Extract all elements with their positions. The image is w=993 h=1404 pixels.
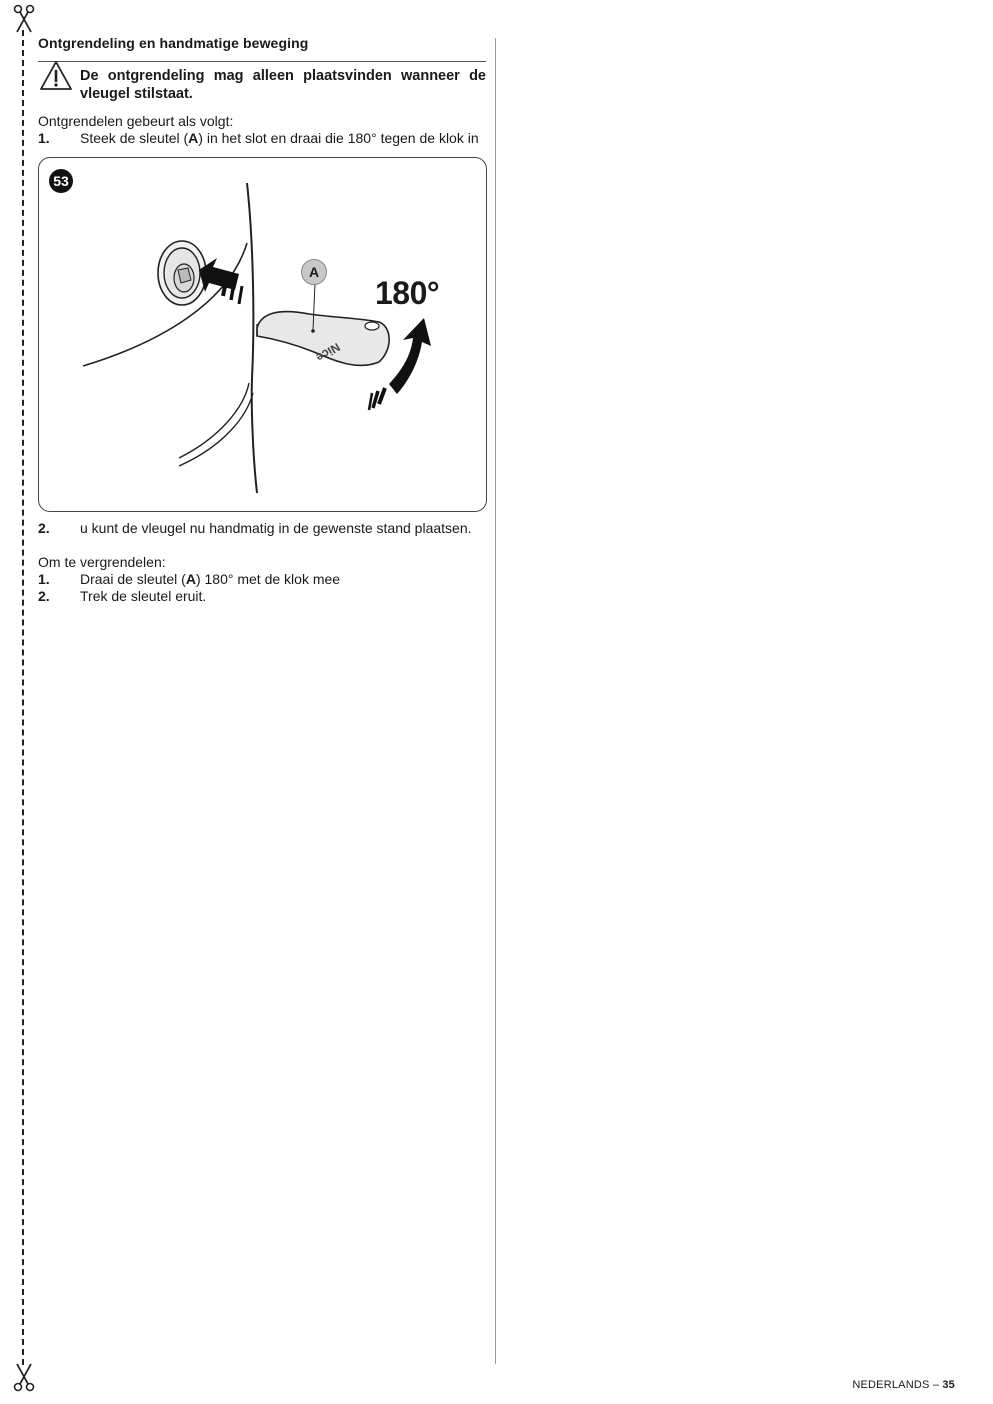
- key-reference: A: [185, 571, 196, 587]
- unlock-intro: Ontgrendelen gebeurt als volgt:: [38, 113, 234, 129]
- warning-text: De ontgrendeling mag alleen plaatsvinden wanneer de vleugel stilstaat.: [80, 68, 486, 102]
- callout-a: A: [301, 259, 327, 285]
- warning-icon: [39, 60, 73, 92]
- figure-number-badge: 53: [49, 169, 73, 193]
- page-number: 35: [942, 1379, 955, 1391]
- footer-language: NEDERLANDS –: [852, 1379, 943, 1391]
- scissors-icon: [11, 1362, 37, 1392]
- key-reference: A: [188, 130, 199, 146]
- key-brand-label: Nice: [313, 339, 343, 365]
- page-footer: [852, 1379, 955, 1391]
- step-text: Trek de sleutel eruit.: [80, 588, 207, 604]
- key-rotation-illustration: [39, 158, 486, 511]
- step-number: 2.: [38, 520, 50, 536]
- scissors-icon: [11, 4, 37, 34]
- figure-53: [38, 157, 487, 512]
- section-title: Ontgrendeling en handmatige beweging: [38, 35, 309, 51]
- title-rule: [38, 61, 486, 62]
- rotation-label: 180°: [375, 275, 440, 311]
- step-text: Steek de sleutel (A) in het slot en draai die 180° tegen de klok in: [80, 130, 479, 146]
- cut-line: [22, 30, 24, 1365]
- lock-intro: Om te vergrendelen:: [38, 554, 166, 570]
- column-divider: [495, 38, 496, 1364]
- step-number: 2.: [38, 588, 50, 604]
- step-text: u kunt de vleugel nu handmatig in de gewenste stand plaatsen.: [80, 520, 472, 536]
- step-number: 1.: [38, 571, 50, 587]
- step-text: Draai de sleutel (A) 180° met de klok mee: [80, 571, 341, 587]
- step-number: 1.: [38, 130, 50, 146]
